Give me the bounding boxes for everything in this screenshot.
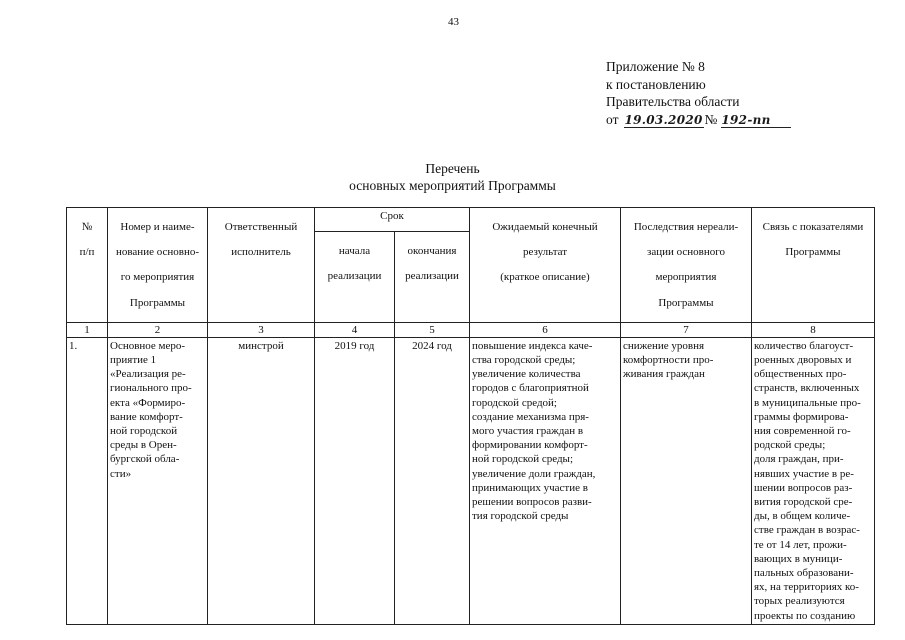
indicator-link [752,337,875,624]
text-line: общественных про- [754,368,847,381]
non-implementation-consequences [621,337,752,624]
text-line: решении вопросов разви- [472,496,592,509]
text-line: формировании комфорт- [472,439,588,452]
text-line: вития городской сре- [754,496,853,509]
text-line: пальных образовани- [754,567,854,580]
text-line: «Реализация ре- [110,368,186,381]
text-line: шении вопросов раз- [754,481,853,494]
column-number: 6 [470,322,621,337]
column-number: 1 [67,322,108,337]
column-number: 8 [752,322,875,337]
text-line: ния современной го- [754,425,851,438]
row-number: 1. [67,337,108,624]
header-executor [208,208,315,323]
text-line: родской среды; [754,439,826,452]
text-line: в муниципальные про- [754,396,861,409]
text-line: нявших участие в ре- [754,467,854,480]
text-line: увеличение количества [472,368,581,381]
header-term: Срок [315,208,470,232]
ref-number-handwritten: 192-пп [721,114,791,128]
term-start: 2019 год [315,337,395,624]
expected-result [470,337,621,624]
text-line: создание механизма пря- [472,410,589,423]
column-number: 5 [395,322,470,337]
text-line: проекты по созданию [754,609,856,622]
text-line: исполнитель [231,246,291,259]
text-line: ной городской среды; [472,453,574,466]
text-line: Программы [785,246,841,259]
ref-date-handwritten: 19.03.2020 [624,112,703,127]
header-num [67,208,108,323]
text-line: количество благоуст- [754,339,854,352]
appendix-line-2: к постановлению [606,76,706,92]
text-line: вающих в муници- [754,552,843,565]
text-line: живания граждан [623,368,705,381]
text-line: реализации [327,270,382,283]
text-line: повышение индекса каче- [472,339,593,352]
text-line: Последствия нереали- [633,221,739,233]
text-line: сти» [110,467,132,480]
text-line: начала [338,245,371,258]
text-line: роенных дворовых и [754,354,852,367]
page-number: 43 [448,16,459,28]
text-line: те от 14 лет, прожи- [754,538,847,551]
measure-name [108,337,208,624]
text-line: результат [522,246,568,259]
text-line: снижение уровня [623,339,705,352]
ref-number-label: № [704,111,718,127]
appendix-block [606,58,791,128]
text-line: п/п [79,246,95,259]
measures-table [66,207,875,625]
header-name [108,208,208,323]
header-row-1 [67,208,875,232]
text-line: гионального про- [110,382,192,395]
text-line: доля граждан, при- [754,453,844,466]
text-line: приятие 1 [110,354,157,367]
text-line: ной городской [110,425,178,438]
appendix-reference [606,111,791,129]
text-line: торых реализуются [754,595,845,608]
column-number: 7 [621,322,752,337]
text-line: Связь с показателями [762,221,864,233]
appendix-line-1: Приложение № 8 [606,59,705,74]
text-line: Программы [129,296,186,309]
term-end: 2024 год [395,337,470,624]
text-line: го мероприятия [120,271,195,284]
text-line: стве граждан в возрас- [754,524,860,537]
text-line: странств, включенных [754,382,860,395]
text-line: Основное меро- [110,339,186,352]
document-title [0,160,905,194]
text-line: Номер и наиме- [120,221,195,233]
text-line: реализации [405,270,459,283]
responsible-executor: минстрой [208,337,315,624]
text-line: № [81,221,93,233]
text-line: мероприятия [655,271,717,284]
text-line: среды в Орен- [110,439,177,452]
table-row [67,337,875,624]
header-result [470,208,621,323]
text-line: Ответственный [224,221,298,233]
text-line: городской средой; [472,396,557,409]
text-line: граммы формирова- [754,410,849,423]
text-line: Программы [658,296,714,309]
text-line: Ожидаемый конечный [492,221,598,233]
text-line: мого участия граждан в [472,425,584,438]
column-number: 2 [108,322,208,337]
text-line: вание комфорт- [110,410,183,423]
text-line: бургской обла- [110,453,180,466]
appendix-line-3: Правительства области [606,94,740,109]
text-line: принимающих участие в [472,481,588,494]
column-number: 4 [315,322,395,337]
column-number: 3 [208,322,315,337]
header-term-end [395,232,470,323]
column-number-row [67,322,875,337]
title-line-1: Перечень [425,161,480,176]
text-line: городов с благоприятной [472,382,589,395]
header-link [752,208,875,323]
text-line: комфортности про- [623,354,714,367]
text-line: ях, на территориях ко- [754,581,859,594]
header-term-start [315,232,395,323]
header-consequences [621,208,752,323]
text-line: увеличение доли граждан, [472,467,596,480]
text-line: екта «Формиро- [110,396,186,409]
text-line: ды, в общем количе- [754,510,851,523]
text-line: ства городской среды; [472,354,576,367]
ref-prefix: от [606,111,619,127]
title-line-2: основных мероприятий Программы [349,178,556,193]
text-line: зации основного [647,246,725,259]
text-line: нование основно- [115,246,199,259]
text-line: (краткое описание) [500,271,590,284]
text-line: окончания [407,245,457,258]
text-line: тия городской среды [472,510,569,523]
